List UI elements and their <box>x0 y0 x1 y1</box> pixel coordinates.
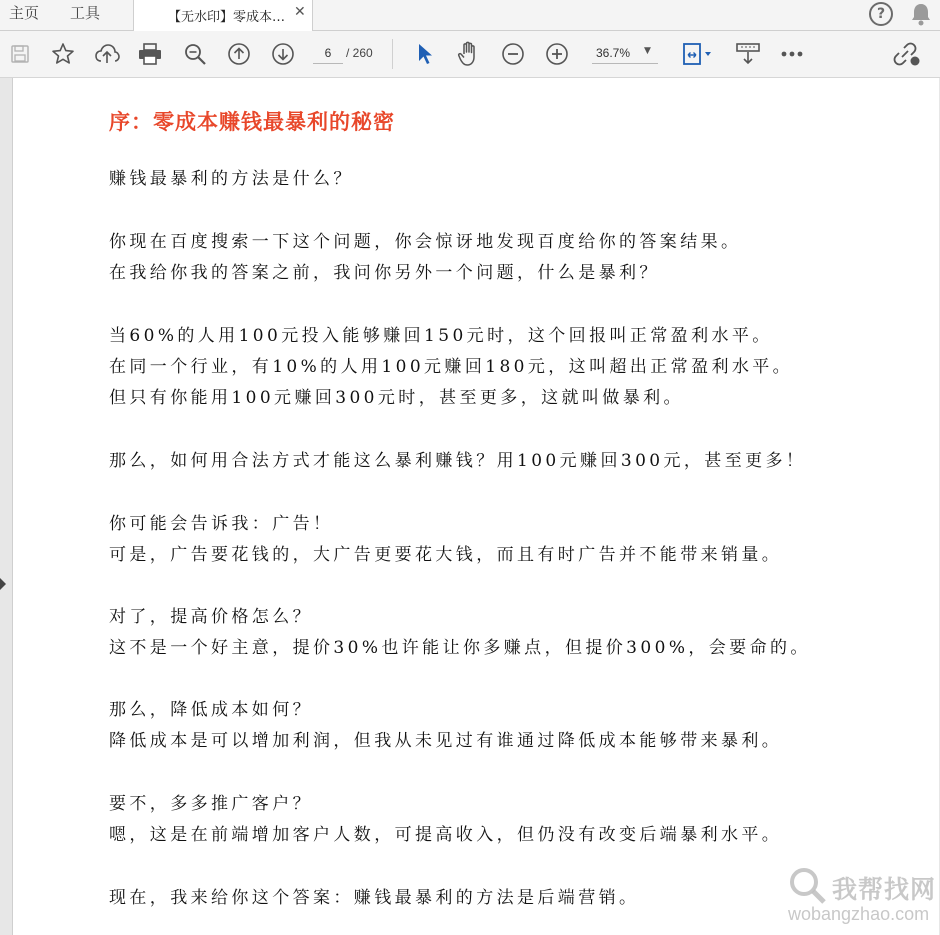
watermark-magnifier-icon <box>788 866 828 906</box>
toolbar-divider <box>392 39 393 69</box>
tab-document[interactable] <box>133 0 313 31</box>
watermark <box>788 866 938 932</box>
paragraph-line: 可是，广告要花钱的，大广告更要花大钱，而且有时广告并不能带来销量。 <box>109 545 783 565</box>
more-options-icon[interactable] <box>777 39 807 69</box>
paragraph-line: 在同一个行业，有10%的人用100元赚回180元，这叫超出正常盈利水平。 <box>109 357 794 377</box>
paragraph-line: 但只有你能用100元赚回300元时，甚至更多，这就叫做暴利。 <box>109 388 684 408</box>
cloud-upload-icon[interactable] <box>92 39 122 69</box>
previous-page-icon[interactable] <box>224 39 254 69</box>
select-cursor-icon[interactable] <box>410 39 440 69</box>
watermark-text: 我帮找网 <box>832 875 937 904</box>
zoom-in-icon[interactable] <box>542 39 572 69</box>
paragraph-line: 嗯，这是在前端增加客户人数，可提高收入，但仍没有改变后端暴利水平。 <box>109 825 783 845</box>
bookmark-star-icon[interactable] <box>48 39 78 69</box>
paragraph-line: 赚钱最暴利的方法是什么？ <box>109 169 354 189</box>
paragraph-line: 那么，降低成本如何？ <box>109 700 313 720</box>
tab-bar <box>0 0 940 31</box>
tab-document-label: 【无水印】零成本… <box>168 10 286 25</box>
fit-page-icon[interactable] <box>680 39 716 69</box>
hand-tool-icon[interactable] <box>454 39 484 69</box>
panel-expand-icon[interactable] <box>0 578 6 590</box>
watermark-url: wobangzhao.com <box>788 904 930 924</box>
help-icon[interactable]: ? <box>869 2 893 26</box>
document-viewer[interactable] <box>0 78 940 935</box>
zoom-select[interactable] <box>592 41 658 64</box>
print-icon[interactable] <box>135 39 165 69</box>
page-heading: 序：零成本赚钱最暴利的秘密 <box>109 110 395 134</box>
tab-tools[interactable]: 工具 <box>70 4 101 22</box>
save-icon[interactable] <box>5 39 35 69</box>
page-total: / 260 <box>346 46 373 60</box>
paragraph-line: 那么，如何用合法方式才能这么暴利赚钱？用100元赚回300元，甚至更多！ <box>109 451 807 471</box>
paragraph-line: 你现在百度搜索一下这个问题，你会惊讶地发现百度给你的答案结果。 <box>109 232 742 252</box>
close-icon[interactable]: ✕ <box>294 4 306 20</box>
paragraph-line: 要不，多多推广客户？ <box>109 794 313 814</box>
paragraph-line: 你可能会告诉我：广告！ <box>109 514 334 534</box>
toolbar <box>0 31 940 78</box>
pdf-page <box>12 78 939 935</box>
zoom-value: 36.7% <box>596 46 631 60</box>
zoom-out-magnifier-icon[interactable] <box>180 39 210 69</box>
paragraph-line: 现在，我来给你这个答案：赚钱最暴利的方法是后端营销。 <box>109 888 640 908</box>
paragraph-line: 当60%的人用100元投入能够赚回150元时，这个回报叫正常盈利水平。 <box>109 326 773 346</box>
scrolling-mode-icon[interactable] <box>733 39 763 69</box>
tab-home[interactable]: 主页 <box>9 4 40 22</box>
paragraph-line: 在我给你我的答案之前，我问你另外一个问题，什么是暴利？ <box>109 263 660 283</box>
share-link-icon[interactable] <box>892 39 922 69</box>
paragraph-line: 降低成本是可以增加利润，但我从未见过有谁通过降低成本能够带来暴利。 <box>109 731 783 751</box>
paragraph-line: 对了，提高价格怎么？ <box>109 607 313 627</box>
chevron-down-icon: ▼ <box>644 46 651 56</box>
zoom-out-icon[interactable] <box>498 39 528 69</box>
bell-icon[interactable] <box>910 2 932 30</box>
page-number-input[interactable] <box>313 43 343 64</box>
paragraph-line: 这不是一个好主意，提价30%也许能让你多赚点，但提价300%，会要命的。 <box>109 638 811 658</box>
next-page-icon[interactable] <box>268 39 298 69</box>
